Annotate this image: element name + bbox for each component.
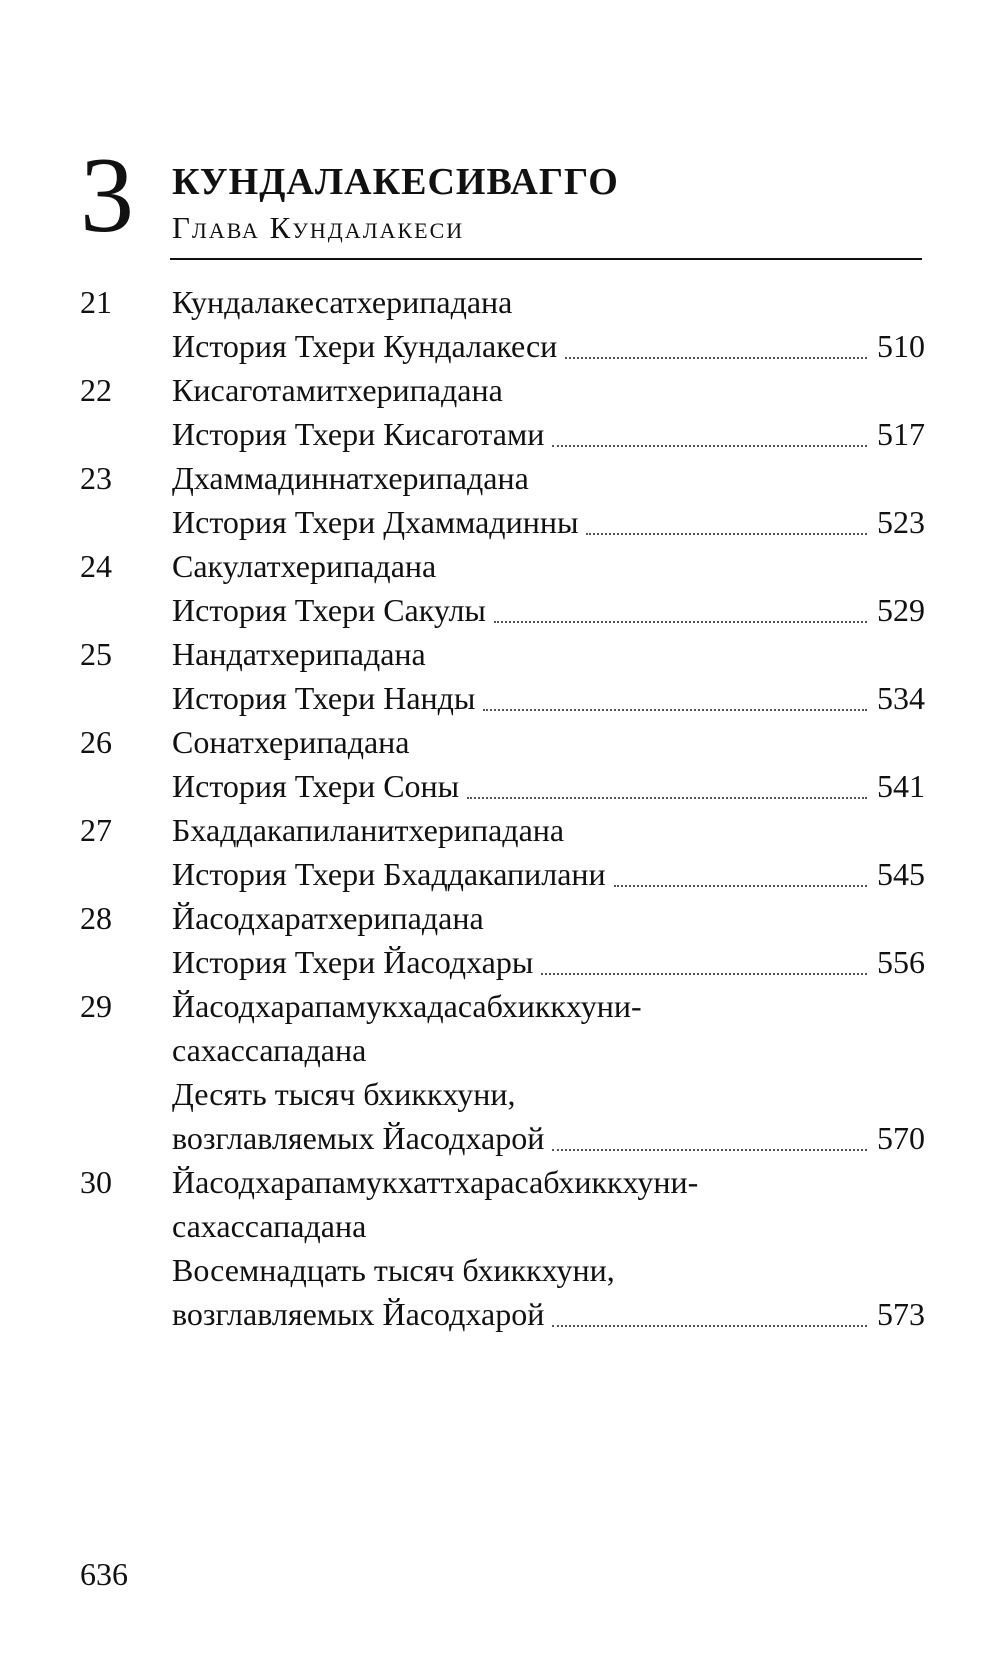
toc-entry-number: 27 [80,812,112,848]
toc-entry-title-line: Йасодхарапамукхаттхарасабхиккхуни- [172,1164,699,1200]
table-of-contents [80,280,925,1336]
toc-entry-page-ref: 529 [877,592,925,628]
toc-entry [80,280,925,368]
toc-entry [80,720,925,808]
toc-entry-subtitle: История Тхери Сакулы [172,592,486,628]
toc-entry-title-line: Сакулатхерипадана [172,548,437,584]
toc-entry-number: 26 [80,724,112,760]
dot-leader [541,973,867,975]
dot-leader [552,1149,867,1151]
toc-entry-subtitle: История Тхери Дхаммадинны [172,504,579,540]
toc-entry-page-ref: 545 [877,856,925,892]
toc-entry-number: 21 [80,284,112,320]
toc-entry-leader-line [172,324,925,368]
toc-entry-number: 24 [80,548,112,584]
toc-entry-leader-line [172,676,925,720]
chapter-header [80,136,920,258]
toc-entry-subtitle: возглавляемых Йасодхарой [172,1296,545,1332]
toc-entry-page-ref: 573 [877,1296,925,1332]
toc-entry-number: 23 [80,460,112,496]
toc-entry-subtitle: История Тхери Йасодхары [172,944,534,980]
toc-entry-number: 25 [80,636,112,672]
toc-entry-title-line: Йасодхарапамукхадасабхиккхуни- [172,988,642,1024]
toc-entry-title-line: Дхаммадиннатхерипадана [172,460,529,496]
toc-entry-subtitle: возглавляемых Йасодхарой [172,1120,545,1156]
chapter-number: 3 [80,136,134,255]
toc-entry-title-line: Сонатхерипадана [172,724,410,760]
toc-entry-leader-line [172,412,925,456]
toc-entry-title-line: Кисаготамитхерипадана [172,372,503,408]
toc-entry-leader-line [172,500,925,544]
toc-entry-subtitle: История Тхери Нанды [172,680,476,716]
toc-entry-title-line: Восемнадцать тысяч бхиккхуни, [172,1252,615,1288]
toc-entry-page-ref: 517 [877,416,925,452]
toc-entry-page-ref: 556 [877,944,925,980]
dot-leader [483,709,867,711]
toc-entry-page-ref: 523 [877,504,925,540]
dot-leader [552,445,867,447]
toc-entry-title-line: Бхаддакапиланитхерипадана [172,812,565,848]
toc-entry-leader-line [172,1116,925,1160]
chapter-title: КУНДАЛАКЕСИВАГГО [172,161,619,203]
toc-entry [80,808,925,896]
toc-entry-title-line: Йасодхаратхерипадана [172,900,484,936]
toc-entry-subtitle: История Тхери Бхаддакапилани [172,856,606,892]
toc-entry-leader-line [172,764,925,808]
toc-entry-title-line: Нандатхерипадана [172,636,426,672]
toc-entry [80,368,925,456]
dot-leader [467,797,867,799]
toc-entry-subtitle: История Тхери Кундалакеси [172,328,558,364]
toc-entry-title-line: сахассападана [172,1208,367,1244]
toc-entry [80,1160,925,1336]
toc-entry-page-ref: 541 [877,768,925,804]
toc-entry-number: 28 [80,900,112,936]
toc-entry-leader-line [172,940,925,984]
dot-leader [565,357,867,359]
toc-entry [80,984,925,1160]
toc-entry-leader-line [172,1292,925,1336]
toc-entry [80,632,925,720]
toc-entry [80,456,925,544]
toc-entry-leader-line [172,588,925,632]
toc-entry-title-line: сахассападана [172,1032,367,1068]
dot-leader [552,1325,867,1327]
toc-entry-subtitle: История Тхери Кисаготами [172,416,545,452]
dot-leader [614,885,867,887]
toc-entry-number: 22 [80,372,112,408]
toc-entry-number: 29 [80,988,112,1024]
dot-leader [586,533,867,535]
toc-entry-title-line: Кундалакесатхерипадана [172,284,513,320]
chapter-subtitle: Глава Кундалакеси [172,210,465,245]
toc-entry-page-ref: 534 [877,680,925,716]
toc-entry-page-ref: 570 [877,1120,925,1156]
toc-entry [80,896,925,984]
toc-entry-leader-line [172,852,925,896]
toc-entry-subtitle: История Тхери Соны [172,768,460,804]
toc-entry-title-line: Десять тысяч бхиккхуни, [172,1076,516,1112]
page-number: 636 [80,1556,128,1592]
toc-entry [80,544,925,632]
toc-entry-page-ref: 510 [877,328,925,364]
toc-entry-number: 30 [80,1164,112,1200]
header-divider [170,258,922,260]
dot-leader [494,621,867,623]
